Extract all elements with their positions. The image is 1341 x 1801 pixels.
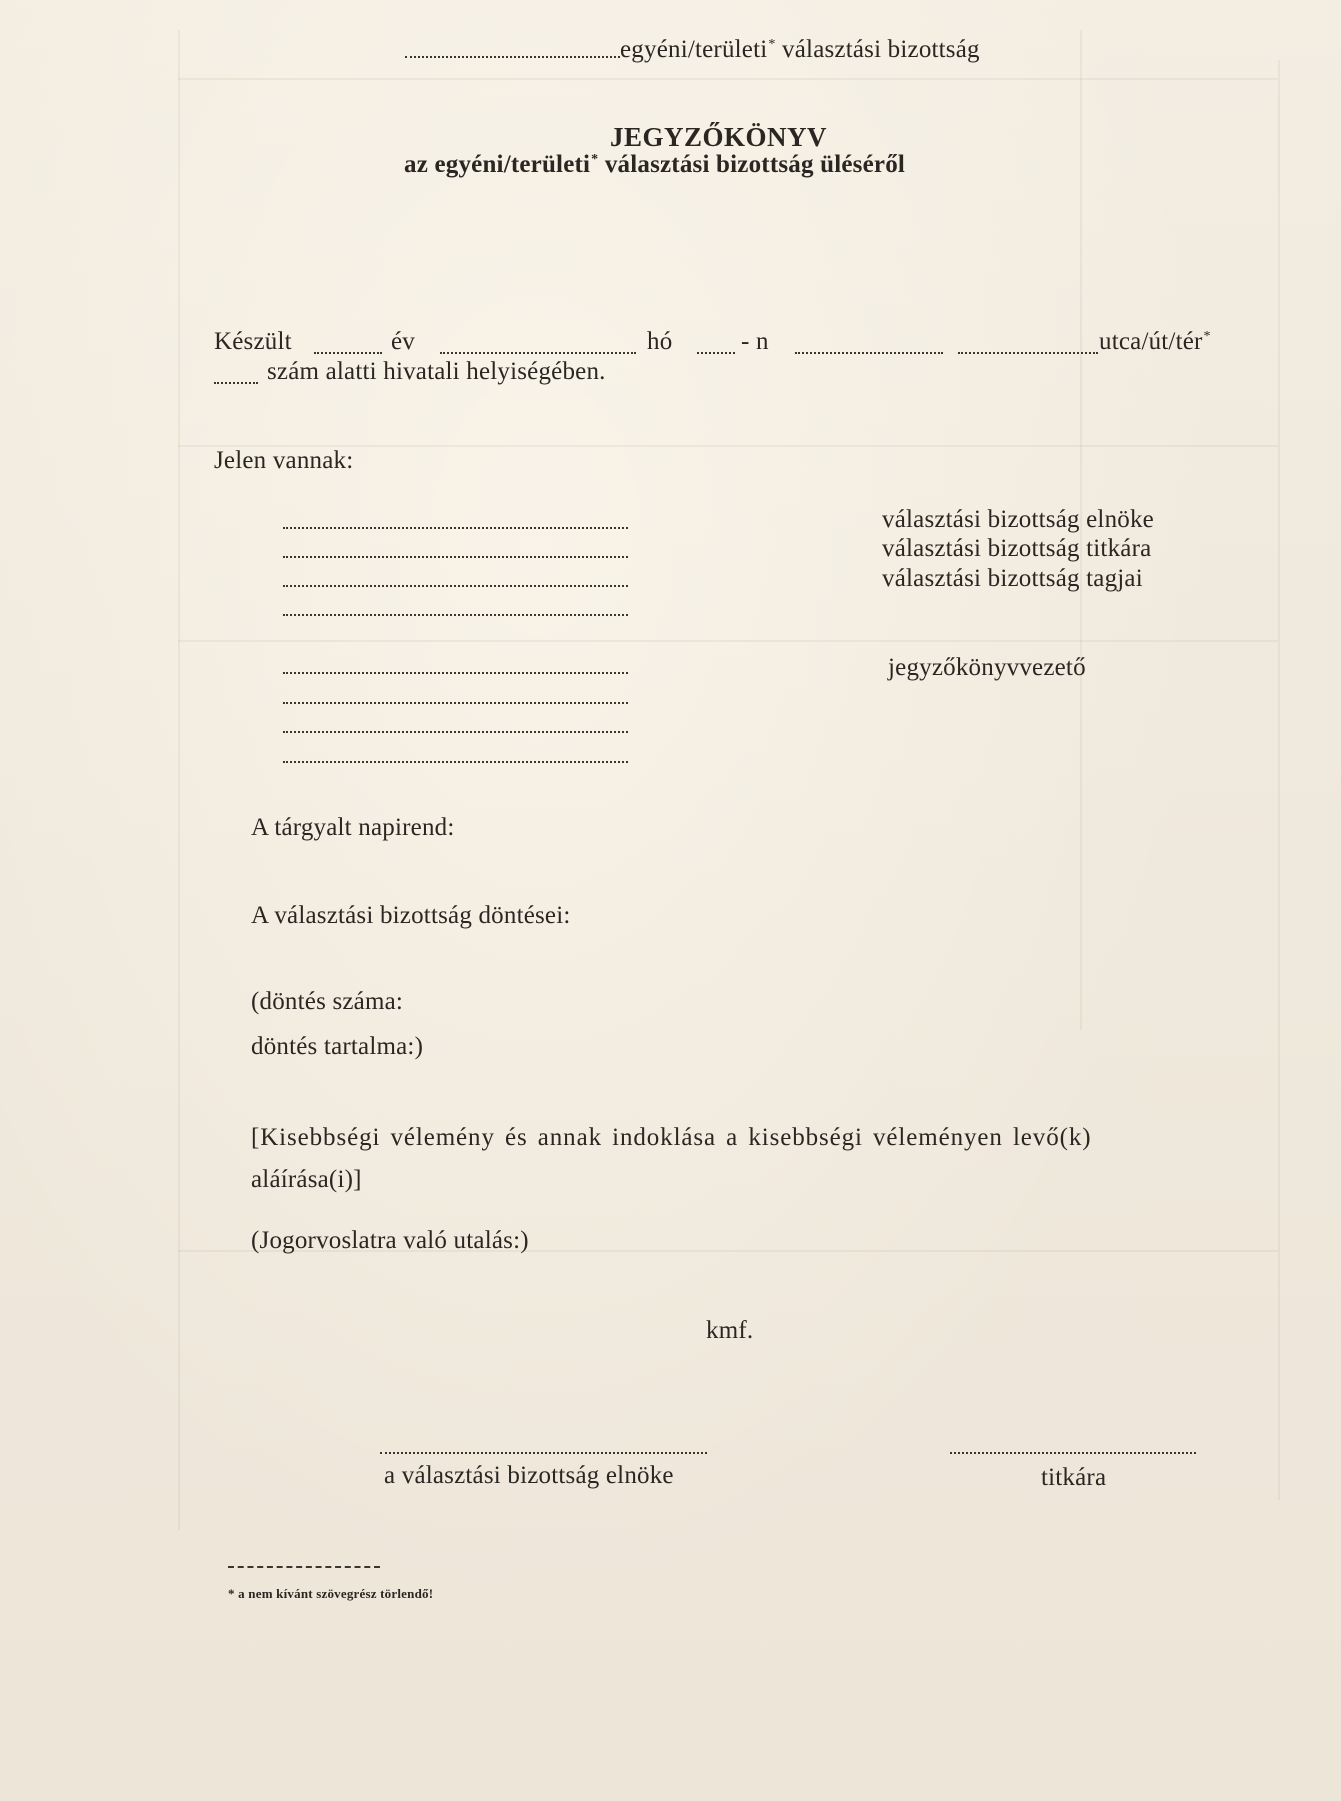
year-blank xyxy=(314,352,382,354)
minority-opinion-line2: aláírása(i)] xyxy=(251,1166,362,1193)
chair-signature-label: a választási bizottság elnöke xyxy=(384,1462,674,1489)
subtitle-pre: az egyéni/területi xyxy=(404,151,591,178)
place-blank xyxy=(795,352,943,354)
attendee-blank xyxy=(283,556,628,558)
decision-content-label: döntés tartalma:) xyxy=(251,1033,424,1060)
month-blank xyxy=(440,352,636,354)
show-through-line xyxy=(178,30,180,1530)
attendee-blank xyxy=(283,527,628,529)
house-number-blank xyxy=(214,382,258,384)
show-through-line xyxy=(178,78,1278,80)
made-prefix: Készült xyxy=(214,328,292,355)
attendee-blank xyxy=(283,585,628,587)
month-label: hó xyxy=(647,328,673,355)
committee-name-blank xyxy=(405,56,620,58)
secretary-signature-line xyxy=(950,1452,1196,1454)
subtitle-post: választási bizottság üléséről xyxy=(604,151,906,178)
role-secretary: választási bizottság titkára xyxy=(882,535,1152,562)
role-recorder: jegyzőkönyvvezető xyxy=(888,654,1086,681)
day-label: - n xyxy=(741,328,769,355)
street-blank xyxy=(958,352,1098,354)
footnote-mark: * xyxy=(591,152,599,167)
agenda-label: A tárgyalt napirend: xyxy=(251,814,455,841)
role-members: választási bizottság tagjai xyxy=(882,565,1143,592)
footnote-mark: * xyxy=(228,1586,235,1601)
committee-header-rest: választási bizottság xyxy=(782,36,980,63)
minority-opinion-line1: [Kisebbségi vélemény és annak indoklása a kisebbségi véleményen levő(k) xyxy=(251,1124,1092,1151)
footnote xyxy=(228,1586,433,1602)
made-line2: szám alatti hivatali helyiségében. xyxy=(267,358,606,385)
street-label-text: utca/út/tér xyxy=(1099,328,1203,355)
attendee-blank xyxy=(283,702,628,704)
footnote-mark: * xyxy=(768,37,776,52)
street-label xyxy=(1099,328,1211,356)
attendee-blank xyxy=(283,731,628,733)
year-label: év xyxy=(391,328,415,355)
footnote-mark: * xyxy=(1203,329,1211,344)
present-heading: Jelen vannak: xyxy=(214,447,354,474)
decisions-label: A választási bizottság döntései: xyxy=(251,902,571,929)
show-through-line xyxy=(178,640,1278,642)
secretary-signature-label: titkára xyxy=(1041,1464,1107,1491)
decision-number-label: (döntés száma: xyxy=(251,988,404,1015)
remedy-label: (Jogorvoslatra való utalás:) xyxy=(251,1227,529,1254)
kmf-label: kmf. xyxy=(706,1317,754,1344)
committee-type-text: egyéni/területi xyxy=(620,36,768,63)
document-subtitle xyxy=(404,151,905,179)
chair-signature-line xyxy=(380,1452,707,1454)
footnote-rule xyxy=(228,1566,380,1568)
attendee-blank xyxy=(283,672,628,674)
attendee-blank xyxy=(283,614,628,616)
show-through-line xyxy=(1278,60,1280,1500)
day-blank xyxy=(697,352,735,354)
committee-header xyxy=(620,36,980,64)
footnote-text: a nem kívánt szövegrész törlendő! xyxy=(238,1586,434,1601)
attendee-blank xyxy=(283,761,628,763)
role-chair: választási bizottság elnöke xyxy=(882,506,1154,533)
document-title: JEGYZŐKÖNYV xyxy=(610,122,828,152)
